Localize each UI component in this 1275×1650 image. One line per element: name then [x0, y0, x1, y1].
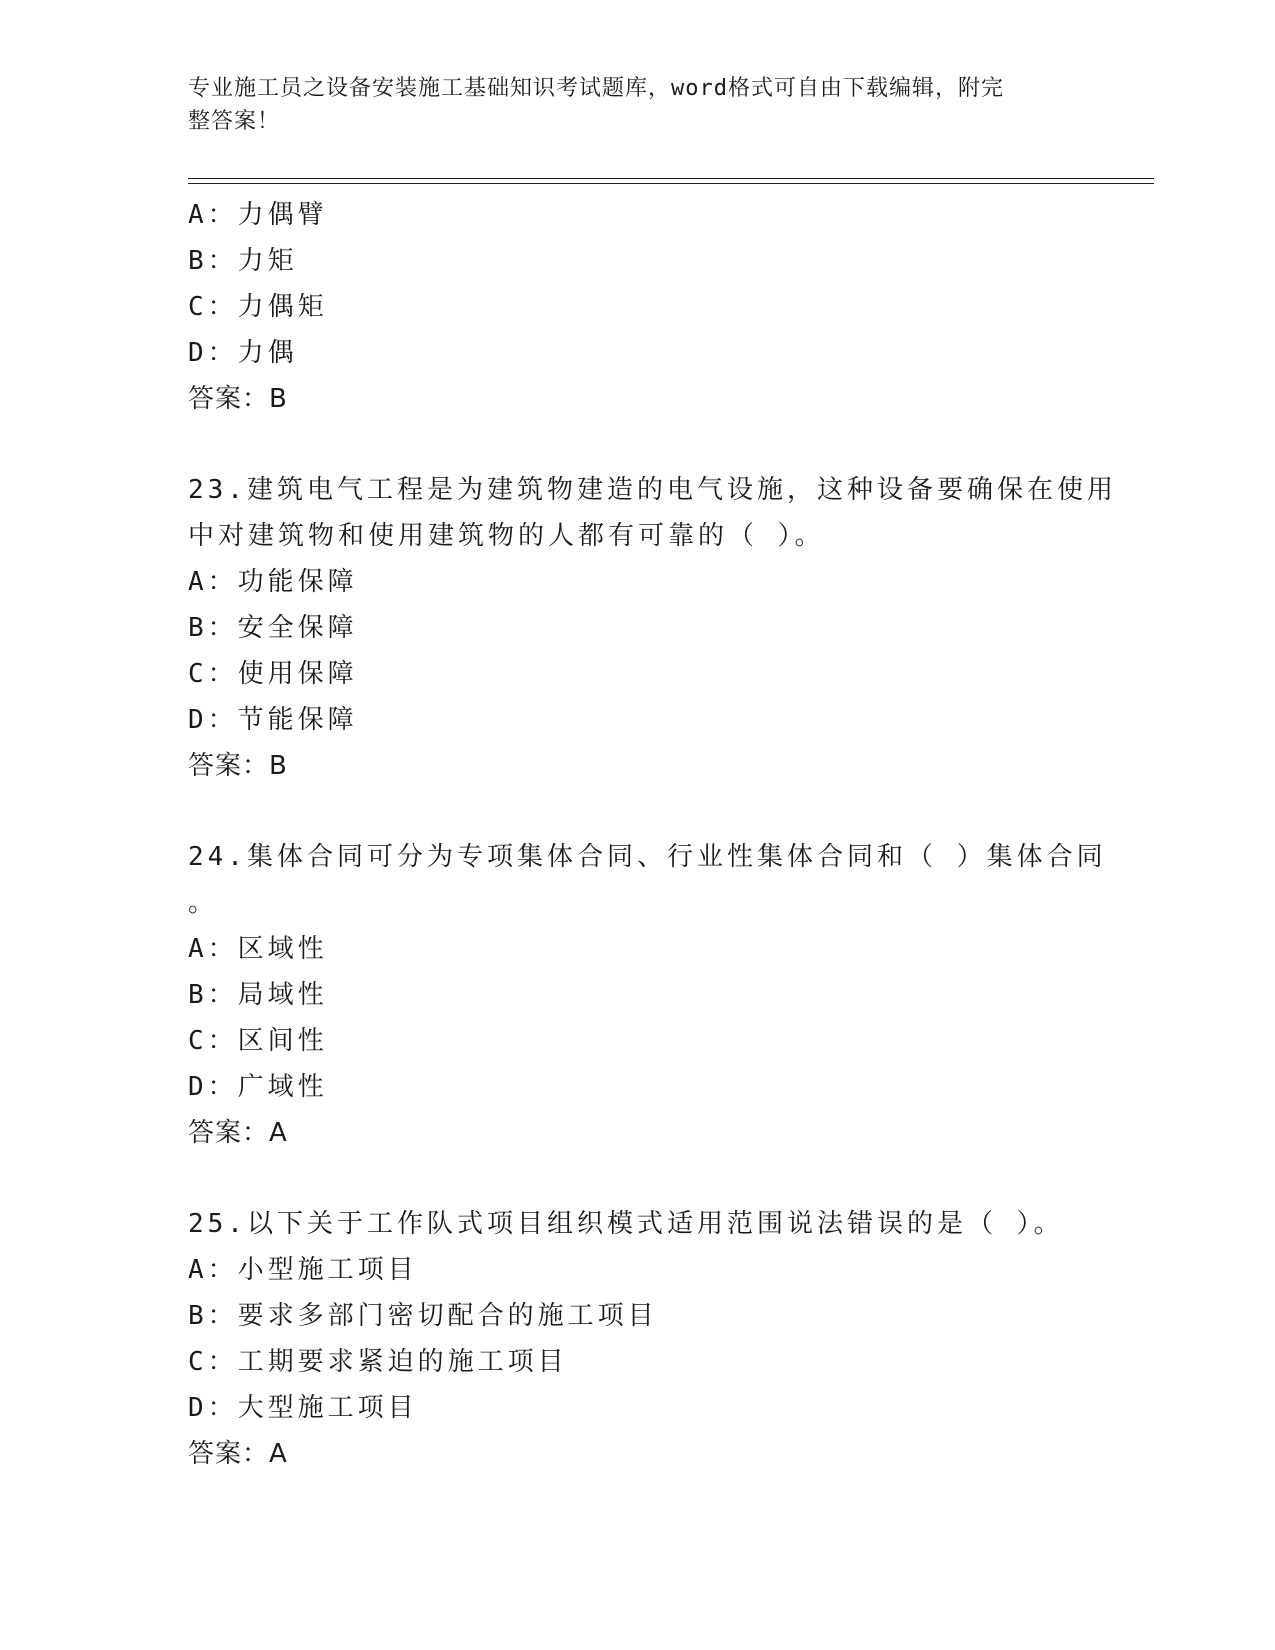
question-22-continued — [188, 192, 1088, 422]
question-text-line-1: 集体合同可分为专项集体合同、行业性集体合同和（ ）集体合同 — [246, 842, 1107, 872]
option-a: A：区域性 — [188, 934, 328, 964]
question-text-line-2: 中对建筑物和使用建筑物的人都有可靠的（ ）。 — [188, 521, 825, 551]
question-stem — [188, 467, 1117, 559]
option-d: D：大型施工项目 — [188, 1393, 418, 1423]
header-divider-bottom — [188, 183, 1154, 184]
header-line-2: 整答案！ — [188, 109, 281, 134]
question-text-line-1: 以下关于工作队式项目组织模式适用范围说法错误的是（ ）。 — [246, 1209, 1064, 1239]
header-divider-top — [188, 178, 1154, 179]
option-d: D：广域性 — [188, 1072, 328, 1102]
question-number: 25. — [188, 1209, 247, 1239]
question-25 — [188, 1201, 1088, 1477]
answer-line: 答案：B — [188, 751, 288, 781]
question-stem — [188, 834, 1107, 926]
option-d: D：节能保障 — [188, 705, 358, 735]
question-text-line-2: 。 — [188, 888, 219, 918]
option-b: B：要求多部门密切配合的施工项目 — [188, 1301, 658, 1331]
option-d: D：力偶 — [188, 338, 298, 368]
question-list — [188, 192, 1117, 1522]
question-23 — [188, 467, 1117, 789]
answer-line: 答案：B — [188, 384, 288, 414]
option-a: A：小型施工项目 — [188, 1255, 418, 1285]
question-text-line-1: 建筑电气工程是为建筑物建造的电气设施，这种设备要确保在使用 — [246, 475, 1117, 505]
option-c: C：工期要求紧迫的施工项目 — [188, 1347, 568, 1377]
option-b: B：局域性 — [188, 980, 328, 1010]
option-c: C：区间性 — [188, 1026, 328, 1056]
option-a: A：力偶臂 — [188, 200, 328, 230]
option-a: A：功能保障 — [188, 567, 358, 597]
document-header — [188, 72, 1088, 138]
question-stem — [188, 1201, 1078, 1247]
answer-line: 答案：A — [188, 1439, 288, 1469]
question-24 — [188, 834, 1107, 1156]
answer-line: 答案：A — [188, 1118, 288, 1148]
question-number: 23. — [188, 475, 247, 505]
question-number: 24. — [188, 842, 247, 872]
header-line-1: 专业施工员之设备安装施工基础知识考试题库，word格式可自由下载编辑，附完 — [188, 76, 1004, 101]
option-b: B：安全保障 — [188, 613, 358, 643]
option-c: C：力偶矩 — [188, 292, 328, 322]
option-b: B：力矩 — [188, 246, 298, 276]
option-c: C：使用保障 — [188, 659, 358, 689]
